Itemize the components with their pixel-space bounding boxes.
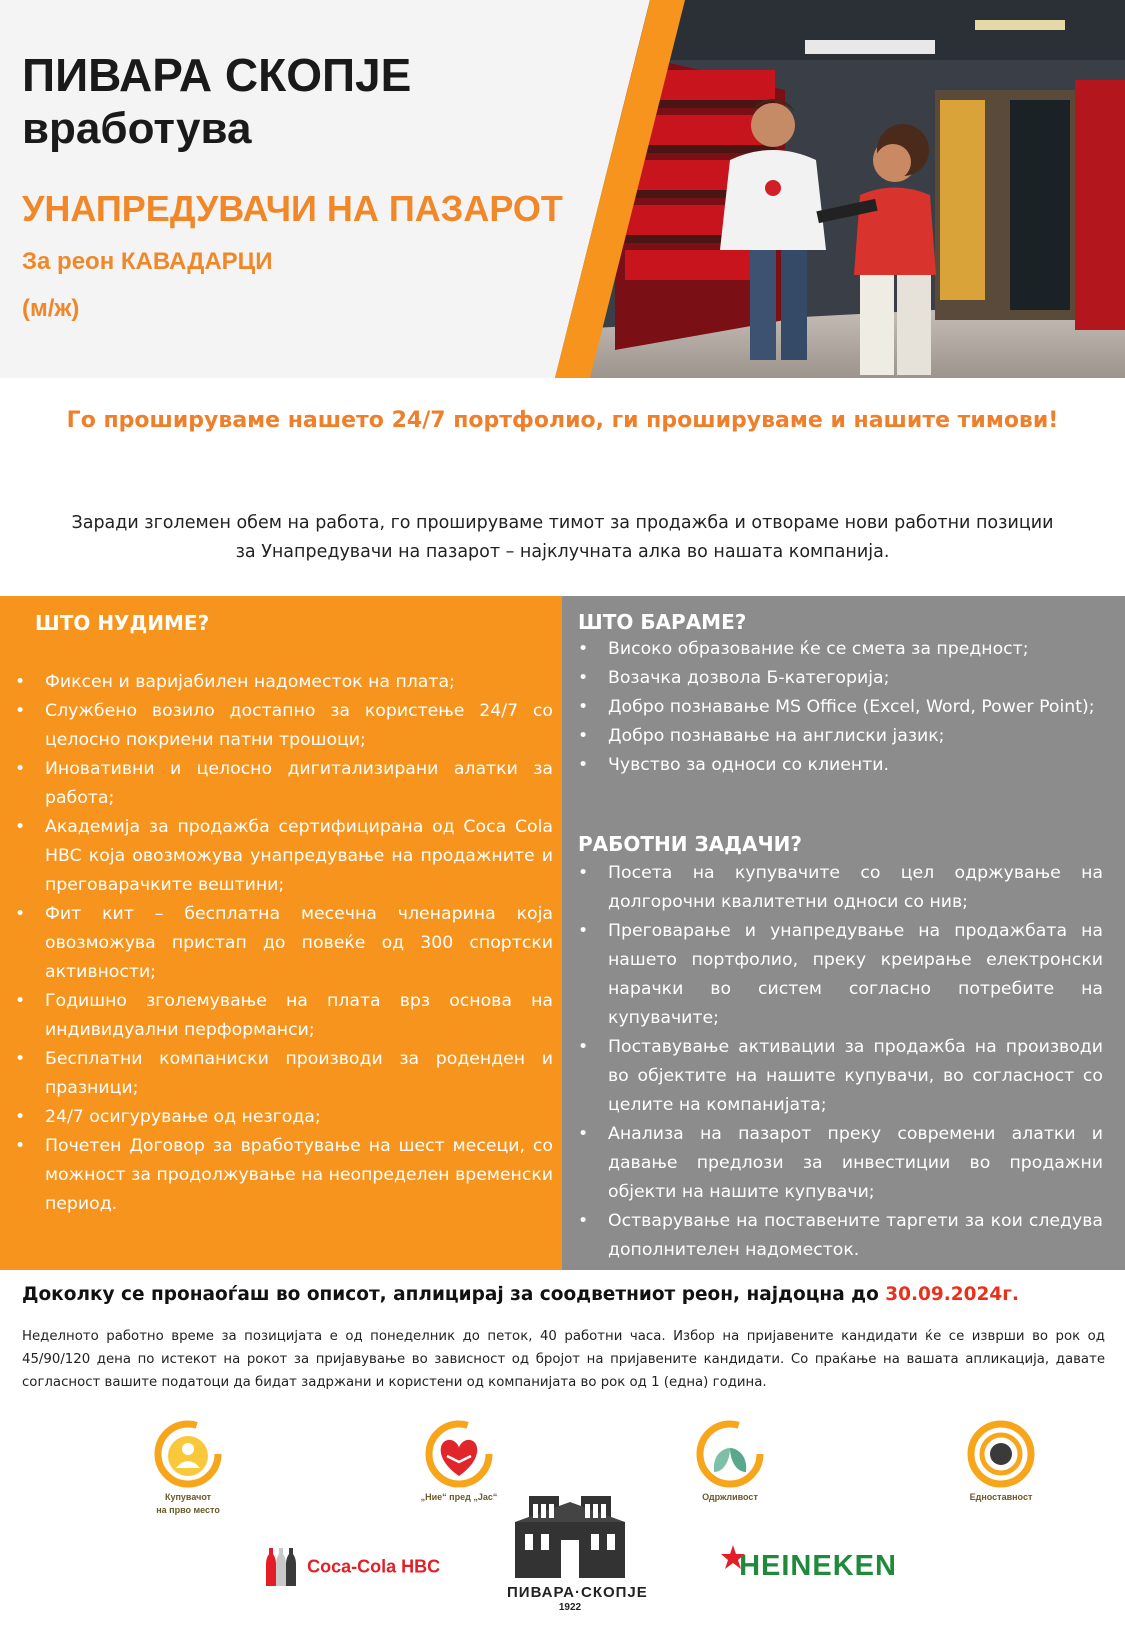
deadline-date: 30.09.2024г. (885, 1284, 1019, 1305)
heineken-text: HEINEKEN (739, 1550, 897, 1582)
position-title: УНАПРЕДУВАЧИ НА ПАЗАРОТ (22, 188, 563, 229)
apply-line (22, 1284, 1019, 1305)
gender-label: (м/ж) (22, 295, 80, 322)
list-item: • Преговарање и унапредување на продажбата на нашето портфолио, преку креирање електронски нарачки во систем согласно потребите на купувачите; (578, 917, 1103, 1033)
bottles-icon (262, 1546, 302, 1588)
value-customer-first (118, 1418, 258, 1516)
list-item: • Добро познавање MS Office (Excel, Word, Power Point); (578, 693, 1103, 722)
list-item: • Анализа на пазарот преку современи алатки и давање предлози за инвестиции во продажни објекти на нашите купувачи; (578, 1120, 1103, 1207)
value-label: Купувачот (164, 1492, 212, 1502)
offer-list (15, 668, 553, 1219)
region-label: За реон КАВАДАРЦИ (22, 248, 273, 275)
list-item: • Остварување на поставените таргети за кои следува дополнителен надоместок. (578, 1207, 1103, 1265)
fine-print: Неделното работно време за позицијата е од понеделник до петок, 40 работни часа. Избор на пријавените кандидати ќе се изврши во рок од 45/90/120 дена по истекот на рокот за пријавување во зависност од бројот на пријавените кандидати. Со праќање на вашата апликација, давате согласност вашите податоци да бидат задржани и користени од компанијата во рок од 1 (една) година. (22, 1329, 1105, 1390)
pivara-name: ПИВАРА·СКОПЈЕ (507, 1584, 648, 1601)
pivara-skopje-logo (507, 1488, 648, 1618)
list-item: • Фиксен и варијабилен надоместок на плата; (15, 668, 553, 697)
list-item: • Посета на купувачите со цел одржување на долгорочни квалитетни односи со нив; (578, 859, 1103, 917)
target-icon (965, 1418, 1037, 1490)
coca-cola-text: Coca-Cola HBC (307, 1556, 441, 1577)
leaf-icon (694, 1418, 766, 1490)
list-item: • Бесплатни компаниски производи за роденден и празници; (15, 1045, 553, 1103)
list-item: • Високо образование ќе се смета за предност; (578, 635, 1103, 664)
requirements-list (578, 635, 1103, 780)
value-label: „Ние“ пред „Јас“ (420, 1492, 498, 1502)
list-item: • 24/7 осигурување од незгода; (15, 1103, 553, 1132)
requirements-heading: ШТО БАРАМЕ? (578, 610, 747, 634)
list-item: • Почетен Договор за вработување на шест месеци, со можност за продолжување на неопределен временски период. (15, 1132, 553, 1219)
heineken-logo (720, 1550, 897, 1583)
coca-cola-logo (262, 1546, 440, 1588)
pivara-year: 1922 (558, 1602, 582, 1613)
list-item: • Чувство за односи со клиенти. (578, 751, 1103, 780)
list-item: • Поставување активации за продажба на производи во објектите на нашите купувачи, во согласност со целите на компанијата; (578, 1033, 1103, 1120)
list-item: • Иновативни и целосно дигитализирани алатки за работа; (15, 755, 553, 813)
value-sustainability (660, 1418, 800, 1503)
value-simplicity (931, 1418, 1071, 1503)
list-item: • Годишно зголемување на плата врз основа на индивидуални перформанси; (15, 987, 553, 1045)
apply-text: Доколку се пронаоѓаш во описот, аплицирај за соодветниот реон, најдоцна до (22, 1284, 879, 1305)
list-item: • Фит кит – бесплатна месечна членарина која овозможува пристап до повеќе од 300 спортски активности; (15, 900, 553, 987)
intro-text: Заради зголемен обем на работа, го прошируваме тимот за продажба и отвораме нови работни позиции за Унапредувачи на пазарот – најклучната алка во нашата компанија. (71, 513, 1054, 562)
value-label-2: на прво место (156, 1505, 220, 1515)
value-label: Едноставност (969, 1492, 1033, 1502)
tasks-heading: РАБОТНИ ЗАДАЧИ? (578, 832, 802, 856)
tagline: Го прошируваме нашето 24/7 портфолио, ги прошируваме и нашите тимови! (66, 408, 1059, 433)
person-icon (152, 1418, 224, 1490)
list-item: • Академија за продажба сертифицирана од Coca Cola HBC која овозможува унапредување на продажните и преговарачките вештини; (15, 813, 553, 900)
list-item: • Возачка дозвола Б-категорија; (578, 664, 1103, 693)
heart-hands-icon (423, 1418, 495, 1490)
list-item: • Добро познавање на англиски јазик; (578, 722, 1103, 751)
list-item: • Службено возило достапно за користење 24/7 со целосно покриени патни трошоци; (15, 697, 553, 755)
company-title: ПИВАРА СКОПЈЕ (22, 49, 412, 101)
offer-heading: ШТО НУДИМЕ? (35, 611, 210, 635)
hires-subtitle: вработува (22, 104, 252, 153)
value-label: Одржливост (702, 1492, 758, 1502)
brewery-building-icon (507, 1488, 633, 1580)
tasks-list (578, 859, 1103, 1265)
